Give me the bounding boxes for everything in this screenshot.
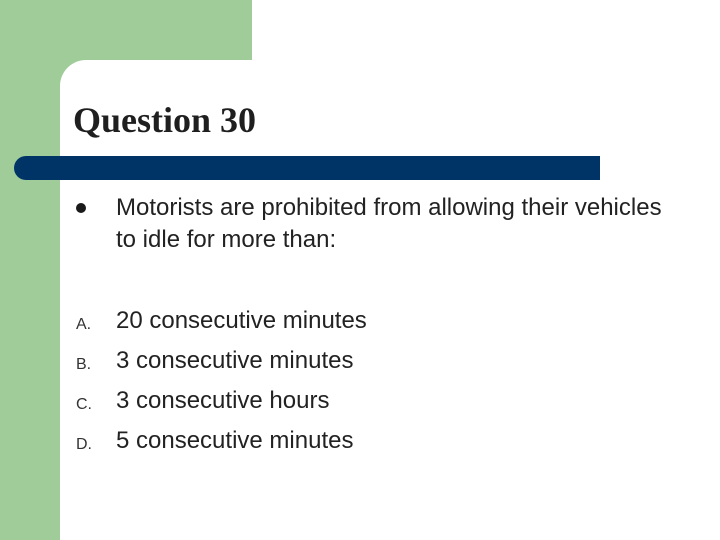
answer-option-d bbox=[76, 423, 676, 463]
answer-option-b bbox=[76, 343, 676, 383]
title-underline-bar bbox=[14, 156, 600, 180]
option-text: 3 consecutive minutes bbox=[116, 347, 354, 374]
option-text: 5 consecutive minutes bbox=[116, 427, 354, 454]
answer-options-list bbox=[76, 303, 676, 463]
option-letter: A. bbox=[76, 316, 92, 333]
option-text: 3 consecutive hours bbox=[116, 387, 330, 414]
option-text: 20 consecutive minutes bbox=[116, 307, 367, 334]
answer-option-c bbox=[76, 383, 676, 423]
answer-option-a bbox=[76, 303, 676, 343]
option-letter: C. bbox=[76, 396, 92, 413]
option-letter: B. bbox=[76, 356, 92, 373]
question-text: Motorists are prohibited from allowing their vehicles to idle for more than: bbox=[116, 194, 662, 253]
option-letter: D. bbox=[76, 436, 92, 453]
bullet-icon bbox=[76, 203, 86, 213]
slide-title: Question 30 bbox=[73, 100, 257, 140]
